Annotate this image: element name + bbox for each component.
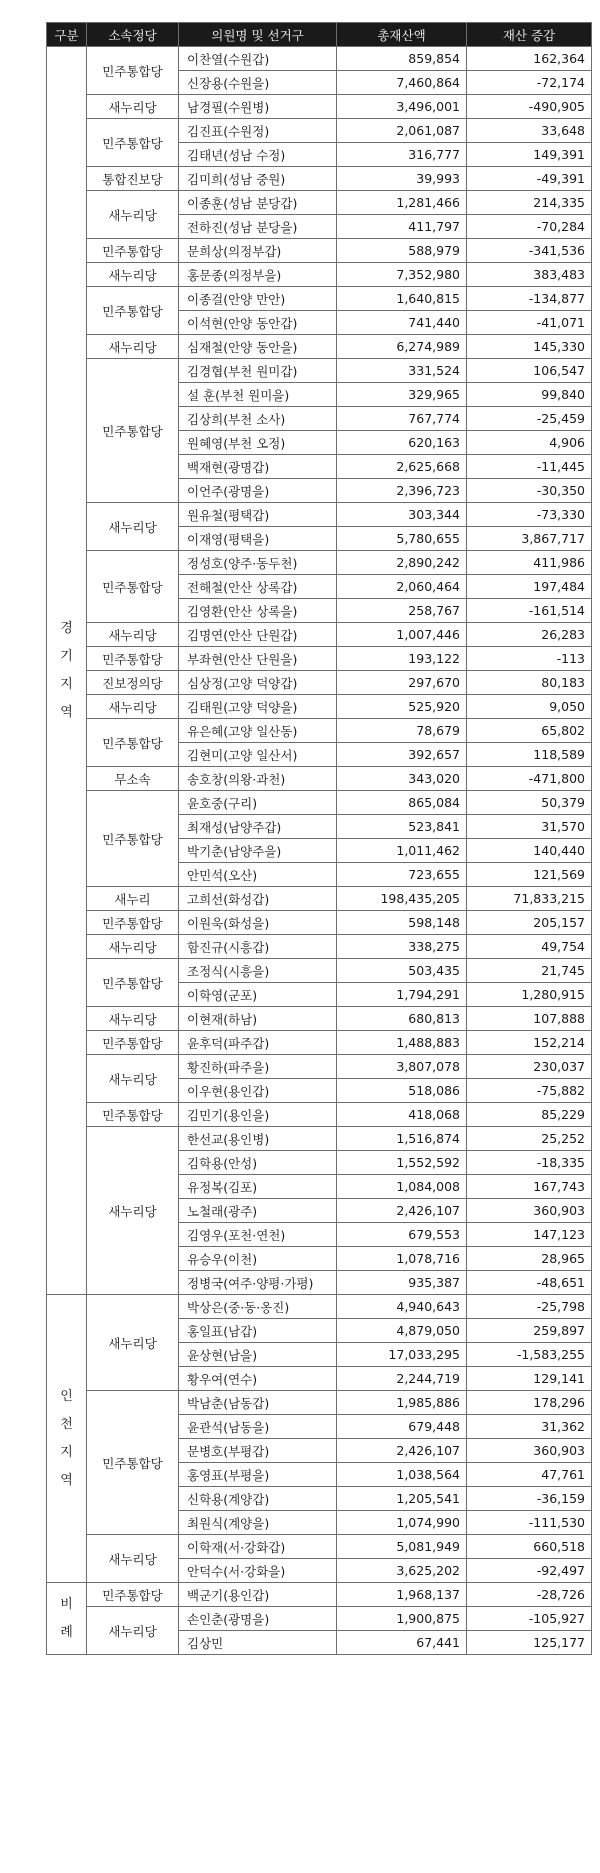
asset-change-cell: -25,459: [467, 407, 592, 431]
party-cell: 새누리당: [87, 1535, 179, 1583]
total-assets-cell: 3,625,202: [337, 1559, 467, 1583]
member-cell: 부좌현(안산 단원을): [179, 647, 337, 671]
member-cell: 이석현(안양 동안갑): [179, 311, 337, 335]
total-assets-cell: 3,807,078: [337, 1055, 467, 1079]
table-body: [47, 47, 592, 1655]
member-cell: 설 훈(부천 원미을): [179, 383, 337, 407]
asset-change-cell: -11,445: [467, 455, 592, 479]
member-cell: 홍문종(의정부을): [179, 263, 337, 287]
asset-change-cell: 152,214: [467, 1031, 592, 1055]
total-assets-cell: 2,244,719: [337, 1367, 467, 1391]
member-cell: 함진규(시흥갑): [179, 935, 337, 959]
member-cell: 김명연(안산 단원갑): [179, 623, 337, 647]
total-assets-cell: 679,553: [337, 1223, 467, 1247]
member-cell: 김학용(안성): [179, 1151, 337, 1175]
region-label: [51, 1591, 82, 1647]
total-assets-cell: 6,274,989: [337, 335, 467, 359]
party-cell: 통합진보당: [87, 167, 179, 191]
asset-change-cell: 360,903: [467, 1439, 592, 1463]
asset-change-cell: -70,284: [467, 215, 592, 239]
member-cell: 윤상현(남을): [179, 1343, 337, 1367]
total-assets-cell: 598,148: [337, 911, 467, 935]
asset-change-cell: 107,888: [467, 1007, 592, 1031]
table-row: [47, 335, 592, 359]
region-cell: [47, 1295, 87, 1583]
member-cell: 박기춘(남양주을): [179, 839, 337, 863]
party-cell: 민주통합당: [87, 1583, 179, 1607]
party-cell: 민주통합당: [87, 1031, 179, 1055]
total-assets-cell: 523,841: [337, 815, 467, 839]
member-cell: 이종훈(성남 분당갑): [179, 191, 337, 215]
party-cell: 새누리당: [87, 935, 179, 959]
asset-change-cell: -48,651: [467, 1271, 592, 1295]
party-cell: 민주통합당: [87, 791, 179, 887]
asset-change-cell: 28,965: [467, 1247, 592, 1271]
asset-change-cell: -41,071: [467, 311, 592, 335]
member-cell: 최재성(남양주갑): [179, 815, 337, 839]
table-row: [47, 959, 592, 983]
total-assets-cell: 1,985,886: [337, 1391, 467, 1415]
total-assets-cell: 1,900,875: [337, 1607, 467, 1631]
total-assets-cell: 7,352,980: [337, 263, 467, 287]
party-cell: 새누리당: [87, 503, 179, 551]
total-assets-cell: 1,552,592: [337, 1151, 467, 1175]
total-assets-cell: 392,657: [337, 743, 467, 767]
asset-change-cell: 4,906: [467, 431, 592, 455]
total-assets-cell: 7,460,864: [337, 71, 467, 95]
member-cell: 이재영(평택을): [179, 527, 337, 551]
asset-change-cell: 49,754: [467, 935, 592, 959]
asset-change-cell: -341,536: [467, 239, 592, 263]
asset-change-cell: 31,570: [467, 815, 592, 839]
total-assets-cell: 2,061,087: [337, 119, 467, 143]
asset-change-cell: -72,174: [467, 71, 592, 95]
table-row: [47, 695, 592, 719]
member-cell: 노철래(광주): [179, 1199, 337, 1223]
region-cell: [47, 47, 87, 1295]
asset-change-cell: 149,391: [467, 143, 592, 167]
header-total-assets: 총재산액: [337, 23, 467, 47]
asset-change-cell: 411,986: [467, 551, 592, 575]
table-row: [47, 47, 592, 71]
member-cell: 이현재(하남): [179, 1007, 337, 1031]
total-assets-cell: 2,426,107: [337, 1439, 467, 1463]
table-row: [47, 263, 592, 287]
total-assets-cell: 329,965: [337, 383, 467, 407]
asset-change-cell: 31,362: [467, 1415, 592, 1439]
asset-change-cell: 660,518: [467, 1535, 592, 1559]
total-assets-cell: 1,074,990: [337, 1511, 467, 1535]
party-cell: 민주통합당: [87, 1103, 179, 1127]
party-cell: 새누리당: [87, 1607, 179, 1655]
total-assets-cell: 865,084: [337, 791, 467, 815]
total-assets-cell: 331,524: [337, 359, 467, 383]
total-assets-cell: 1,078,716: [337, 1247, 467, 1271]
party-cell: 새누리당: [87, 1007, 179, 1031]
region-char: 례: [60, 1624, 73, 1640]
table-row: [47, 1583, 592, 1607]
asset-change-cell: -134,877: [467, 287, 592, 311]
asset-change-cell: 205,157: [467, 911, 592, 935]
total-assets-cell: 78,679: [337, 719, 467, 743]
total-assets-cell: 1,011,462: [337, 839, 467, 863]
total-assets-cell: 723,655: [337, 863, 467, 887]
asset-table: [46, 22, 592, 1655]
table-row: [47, 1103, 592, 1127]
member-cell: 유은혜(고양 일산동): [179, 719, 337, 743]
table-row: [47, 1607, 592, 1631]
member-cell: 홍영표(부평을): [179, 1463, 337, 1487]
party-cell: 새누리당: [87, 335, 179, 359]
total-assets-cell: 193,122: [337, 647, 467, 671]
total-assets-cell: 767,774: [337, 407, 467, 431]
party-cell: 새누리당: [87, 191, 179, 239]
region-label: [51, 615, 82, 727]
total-assets-cell: 620,163: [337, 431, 467, 455]
table-row: [47, 503, 592, 527]
total-assets-cell: 525,920: [337, 695, 467, 719]
asset-change-cell: -36,159: [467, 1487, 592, 1511]
party-cell: 새누리당: [87, 1055, 179, 1103]
total-assets-cell: 1,084,008: [337, 1175, 467, 1199]
asset-change-cell: 129,141: [467, 1367, 592, 1391]
total-assets-cell: 2,890,242: [337, 551, 467, 575]
member-cell: 이학영(군포): [179, 983, 337, 1007]
total-assets-cell: 343,020: [337, 767, 467, 791]
asset-change-cell: 71,833,215: [467, 887, 592, 911]
total-assets-cell: 503,435: [337, 959, 467, 983]
asset-change-cell: 65,802: [467, 719, 592, 743]
asset-change-cell: 25,252: [467, 1127, 592, 1151]
asset-change-cell: -490,905: [467, 95, 592, 119]
member-cell: 최원식(계양을): [179, 1511, 337, 1535]
asset-change-cell: -25,798: [467, 1295, 592, 1319]
party-cell: 진보정의당: [87, 671, 179, 695]
member-cell: 윤호중(구리): [179, 791, 337, 815]
total-assets-cell: 303,344: [337, 503, 467, 527]
asset-change-cell: 214,335: [467, 191, 592, 215]
table-row: [47, 359, 592, 383]
member-cell: 이우현(용인갑): [179, 1079, 337, 1103]
table-row: [47, 167, 592, 191]
party-cell: 민주통합당: [87, 911, 179, 935]
member-cell: 한선교(용인병): [179, 1127, 337, 1151]
member-cell: 김태원(고양 덕양을): [179, 695, 337, 719]
total-assets-cell: 297,670: [337, 671, 467, 695]
party-cell: 민주통합당: [87, 719, 179, 767]
table-row: [47, 1007, 592, 1031]
region-char: 천: [60, 1416, 73, 1432]
member-cell: 안덕수(서·강화을): [179, 1559, 337, 1583]
member-cell: 손인춘(광명을): [179, 1607, 337, 1631]
asset-change-cell: 85,229: [467, 1103, 592, 1127]
total-assets-cell: 518,086: [337, 1079, 467, 1103]
member-cell: 이언주(광명을): [179, 479, 337, 503]
member-cell: 원유철(평택갑): [179, 503, 337, 527]
member-cell: 원혜영(부천 오정): [179, 431, 337, 455]
member-cell: 김상희(부천 소사): [179, 407, 337, 431]
table-row: [47, 719, 592, 743]
asset-change-cell: 80,183: [467, 671, 592, 695]
total-assets-cell: 1,205,541: [337, 1487, 467, 1511]
member-cell: 송호창(의왕·과천): [179, 767, 337, 791]
total-assets-cell: 679,448: [337, 1415, 467, 1439]
member-cell: 문희상(의정부갑): [179, 239, 337, 263]
member-cell: 문병호(부평갑): [179, 1439, 337, 1463]
member-cell: 윤관석(남동을): [179, 1415, 337, 1439]
asset-change-cell: 26,283: [467, 623, 592, 647]
asset-change-cell: -73,330: [467, 503, 592, 527]
table-header: [47, 23, 592, 47]
asset-change-cell: 33,648: [467, 119, 592, 143]
total-assets-cell: 316,777: [337, 143, 467, 167]
member-cell: 정성호(양주·동두천): [179, 551, 337, 575]
member-cell: 유정복(김포): [179, 1175, 337, 1199]
asset-change-cell: 230,037: [467, 1055, 592, 1079]
total-assets-cell: 418,068: [337, 1103, 467, 1127]
table-row: [47, 1127, 592, 1151]
total-assets-cell: 859,854: [337, 47, 467, 71]
member-cell: 전하진(성남 분당을): [179, 215, 337, 239]
table-row: [47, 623, 592, 647]
header-party: 소속정당: [87, 23, 179, 47]
asset-change-cell: 197,484: [467, 575, 592, 599]
member-cell: 백재현(광명갑): [179, 455, 337, 479]
total-assets-cell: 5,780,655: [337, 527, 467, 551]
member-cell: 김경협(부천 원미갑): [179, 359, 337, 383]
total-assets-cell: 1,516,874: [337, 1127, 467, 1151]
asset-change-cell: 3,867,717: [467, 527, 592, 551]
total-assets-cell: 1,968,137: [337, 1583, 467, 1607]
asset-change-cell: 47,761: [467, 1463, 592, 1487]
member-cell: 전해철(안산 상록갑): [179, 575, 337, 599]
header-category: 구분: [47, 23, 87, 47]
member-cell: 김민기(용인을): [179, 1103, 337, 1127]
party-cell: 민주통합당: [87, 647, 179, 671]
region-char: 인: [60, 1388, 73, 1404]
asset-change-cell: 9,050: [467, 695, 592, 719]
party-cell: 민주통합당: [87, 119, 179, 167]
asset-change-cell: -111,530: [467, 1511, 592, 1535]
member-cell: 황우여(연수): [179, 1367, 337, 1391]
total-assets-cell: 2,060,464: [337, 575, 467, 599]
member-cell: 정병국(여주·양평·가평): [179, 1271, 337, 1295]
total-assets-cell: 5,081,949: [337, 1535, 467, 1559]
asset-table-container: [46, 22, 591, 1655]
member-cell: 이종걸(안양 만안): [179, 287, 337, 311]
region-char: 역: [60, 704, 73, 720]
asset-change-cell: -30,350: [467, 479, 592, 503]
asset-change-cell: 383,483: [467, 263, 592, 287]
asset-change-cell: 145,330: [467, 335, 592, 359]
party-cell: 새누리당: [87, 95, 179, 119]
asset-change-cell: 121,569: [467, 863, 592, 887]
member-cell: 남경필(수원병): [179, 95, 337, 119]
total-assets-cell: 1,007,446: [337, 623, 467, 647]
total-assets-cell: 2,396,723: [337, 479, 467, 503]
table-row: [47, 935, 592, 959]
asset-change-cell: 162,364: [467, 47, 592, 71]
member-cell: 신장용(수원을): [179, 71, 337, 95]
total-assets-cell: 2,625,668: [337, 455, 467, 479]
table-row: [47, 767, 592, 791]
total-assets-cell: 1,038,564: [337, 1463, 467, 1487]
member-cell: 홍일표(남갑): [179, 1319, 337, 1343]
asset-change-cell: 50,379: [467, 791, 592, 815]
total-assets-cell: 198,435,205: [337, 887, 467, 911]
asset-change-cell: 147,123: [467, 1223, 592, 1247]
region-char: 역: [60, 1472, 73, 1488]
member-cell: 김영우(포천·연천): [179, 1223, 337, 1247]
total-assets-cell: 338,275: [337, 935, 467, 959]
asset-change-cell: -49,391: [467, 167, 592, 191]
member-cell: 백군기(용인갑): [179, 1583, 337, 1607]
asset-change-cell: 21,745: [467, 959, 592, 983]
total-assets-cell: 4,879,050: [337, 1319, 467, 1343]
asset-change-cell: 259,897: [467, 1319, 592, 1343]
member-cell: 김현미(고양 일산서): [179, 743, 337, 767]
total-assets-cell: 1,640,815: [337, 287, 467, 311]
asset-change-cell: -161,514: [467, 599, 592, 623]
asset-change-cell: -471,800: [467, 767, 592, 791]
member-cell: 고희선(화성갑): [179, 887, 337, 911]
table-row: [47, 95, 592, 119]
table-row: [47, 887, 592, 911]
table-row: [47, 671, 592, 695]
asset-change-cell: -75,882: [467, 1079, 592, 1103]
asset-change-cell: -18,335: [467, 1151, 592, 1175]
table-row: [47, 647, 592, 671]
total-assets-cell: 39,993: [337, 167, 467, 191]
total-assets-cell: 67,441: [337, 1631, 467, 1655]
party-cell: 새누리당: [87, 623, 179, 647]
member-cell: 이학재(서·강화갑): [179, 1535, 337, 1559]
party-cell: 새누리: [87, 887, 179, 911]
table-row: [47, 911, 592, 935]
member-cell: 조정식(시흥을): [179, 959, 337, 983]
table-row: [47, 1535, 592, 1559]
party-cell: 민주통합당: [87, 959, 179, 1007]
asset-change-cell: 140,440: [467, 839, 592, 863]
member-cell: 박상은(중·동·옹진): [179, 1295, 337, 1319]
total-assets-cell: 935,387: [337, 1271, 467, 1295]
table-row: [47, 1295, 592, 1319]
party-cell: 민주통합당: [87, 47, 179, 95]
total-assets-cell: 741,440: [337, 311, 467, 335]
asset-change-cell: -92,497: [467, 1559, 592, 1583]
asset-change-cell: -113: [467, 647, 592, 671]
total-assets-cell: 1,794,291: [337, 983, 467, 1007]
total-assets-cell: 1,281,466: [337, 191, 467, 215]
asset-change-cell: 178,296: [467, 1391, 592, 1415]
asset-change-cell: 1,280,915: [467, 983, 592, 1007]
table-row: [47, 551, 592, 575]
asset-change-cell: 99,840: [467, 383, 592, 407]
region-cell: [47, 1583, 87, 1655]
table-row: [47, 1391, 592, 1415]
member-cell: 김진표(수원정): [179, 119, 337, 143]
asset-change-cell: 360,903: [467, 1199, 592, 1223]
member-cell: 이찬열(수원갑): [179, 47, 337, 71]
total-assets-cell: 680,813: [337, 1007, 467, 1031]
table-row: [47, 119, 592, 143]
party-cell: 민주통합당: [87, 551, 179, 623]
table-row: [47, 239, 592, 263]
party-cell: 민주통합당: [87, 359, 179, 503]
region-char: 지: [60, 1444, 73, 1460]
party-cell: 새누리당: [87, 1127, 179, 1295]
table-row: [47, 191, 592, 215]
total-assets-cell: 588,979: [337, 239, 467, 263]
table-row: [47, 791, 592, 815]
member-cell: 박남춘(남동갑): [179, 1391, 337, 1415]
party-cell: 새누리당: [87, 263, 179, 287]
total-assets-cell: 1,488,883: [337, 1031, 467, 1055]
table-row: [47, 287, 592, 311]
total-assets-cell: 3,496,001: [337, 95, 467, 119]
total-assets-cell: 4,940,643: [337, 1295, 467, 1319]
member-cell: 유승우(이천): [179, 1247, 337, 1271]
asset-change-cell: -105,927: [467, 1607, 592, 1631]
party-cell: 새누리당: [87, 695, 179, 719]
total-assets-cell: 411,797: [337, 215, 467, 239]
member-cell: 안민석(오산): [179, 863, 337, 887]
total-assets-cell: 2,426,107: [337, 1199, 467, 1223]
member-cell: 황진하(파주을): [179, 1055, 337, 1079]
member-cell: 심상정(고양 덕양갑): [179, 671, 337, 695]
region-char: 경: [60, 620, 73, 636]
asset-change-cell: 125,177: [467, 1631, 592, 1655]
total-assets-cell: 258,767: [337, 599, 467, 623]
party-cell: 무소속: [87, 767, 179, 791]
region-char: 기: [60, 648, 73, 664]
asset-change-cell: -28,726: [467, 1583, 592, 1607]
party-cell: 새누리당: [87, 1295, 179, 1391]
member-cell: 심재철(안양 동안을): [179, 335, 337, 359]
region-char: 지: [60, 676, 73, 692]
asset-change-cell: 118,589: [467, 743, 592, 767]
party-cell: 민주통합당: [87, 1391, 179, 1535]
member-cell: 이원욱(화성을): [179, 911, 337, 935]
region-label: [51, 1383, 82, 1495]
table-row: [47, 1055, 592, 1079]
member-cell: 김영환(안산 상록을): [179, 599, 337, 623]
asset-change-cell: -1,583,255: [467, 1343, 592, 1367]
member-cell: 윤후덕(파주갑): [179, 1031, 337, 1055]
header-asset-change: 재산 증감: [467, 23, 592, 47]
party-cell: 민주통합당: [87, 239, 179, 263]
member-cell: 김미희(성남 중원): [179, 167, 337, 191]
region-char: 비: [60, 1596, 73, 1612]
header-member: 의원명 및 선거구: [179, 23, 337, 47]
table-row: [47, 1031, 592, 1055]
asset-change-cell: 106,547: [467, 359, 592, 383]
party-cell: 민주통합당: [87, 287, 179, 335]
member-cell: 신학용(계양갑): [179, 1487, 337, 1511]
total-assets-cell: 17,033,295: [337, 1343, 467, 1367]
member-cell: 김태년(성남 수정): [179, 143, 337, 167]
member-cell: 김상민: [179, 1631, 337, 1655]
asset-change-cell: 167,743: [467, 1175, 592, 1199]
